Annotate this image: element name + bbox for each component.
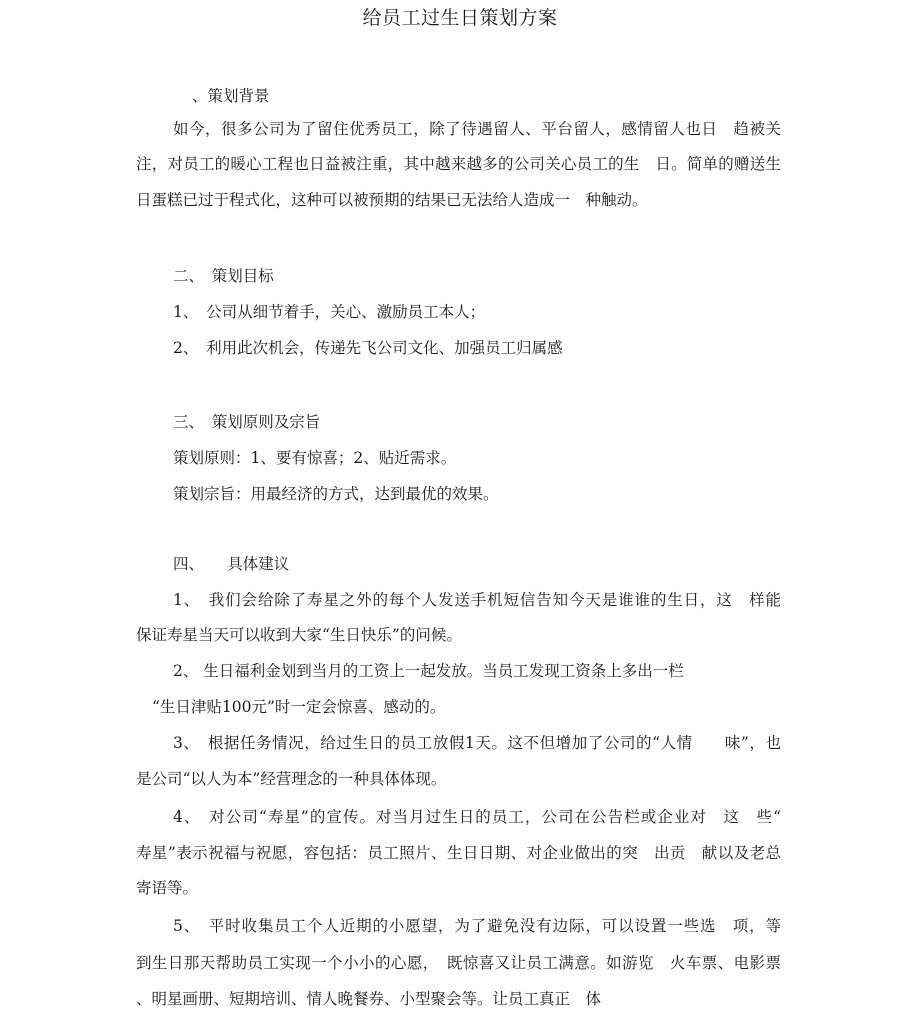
paragraph-line: 如今，很多公司为了留住优秀员工，除了待遇留人、平台留人，感情留人也日 趋被关 <box>173 120 781 138</box>
paragraph-line: 5、 平时收集员工个人近期的小愿望，为了避免没有边际，可以设置一些选 项，等 <box>173 917 781 935</box>
list-item: 2、 利用此次机会，传递先飞公司文化、加强员工归属感 <box>173 339 563 357</box>
paragraph-line: 日蛋糕已过于程式化，这种可以被预期的结果已无法给人造成一 种触动。 <box>136 191 648 209</box>
section-heading-goals: 二、 策划目标 <box>173 267 274 285</box>
paragraph-line: 是公司“以人为本”经营理念的一种具体体现。 <box>136 770 447 788</box>
paragraph-line: 1、 我们会给除了寿星之外的每个人发送手机短信告知今天是谁谁的生日，这 样能 <box>173 591 781 609</box>
paragraph-line: “生日津贴100元”时一定会惊喜、感动的。 <box>152 698 446 716</box>
section-heading-suggestions: 四、 具体建议 <box>173 555 290 573</box>
paragraph-line: 到生日那天帮助员工实现一个小小的心愿， 既惊喜又让员工满意。如游览 火车票、电影票 <box>136 954 781 972</box>
section-heading-background: 、策划背景 <box>192 87 270 105</box>
document-title: 给员工过生日策划方案 <box>362 7 558 29</box>
paragraph-line: 寄语等。 <box>136 879 199 897</box>
paragraph-line: 寿星”表示祝福与祝愿，容包括：员工照片、生日日期、对企业做出的突 出贡 献以及老总 <box>136 844 781 862</box>
paragraph-line: 保证寿星当天可以收到大家“生日快乐”的问候。 <box>136 626 462 644</box>
paragraph-line: 注，对员工的暖心工程也日益被注重，其中越来越多的公司关心员工的生 日。简单的赠送生 <box>136 155 781 173</box>
paragraph-line: 3、 根据任务情况，给过生日的员工放假1天。这不但增加了公司的“人情 味”，也 <box>173 734 781 752</box>
paragraph-line: 2、 生日福利金划到当月的工资上一起发放。当员工发现工资条上多出一栏 <box>173 662 684 680</box>
paragraph-line: 4、 对公司“寿星”的宣传。对当月过生日的员工，公司在公告栏或企业对 这 些“ <box>173 808 781 826</box>
paragraph-line: 策划原则：1、要有惊喜；2、贴近需求。 <box>173 449 457 467</box>
list-item: 1、 公司从细节着手，关心、激励员工本人； <box>173 303 486 321</box>
section-heading-principles: 三、 策划原则及宗旨 <box>173 413 321 431</box>
paragraph-line: 、明星画册、短期培训、情人晚餐券、小型聚会等。让员工真正 体 <box>136 990 602 1008</box>
paragraph-line: 策划宗旨：用最经济的方式，达到最优的效果。 <box>173 485 499 503</box>
